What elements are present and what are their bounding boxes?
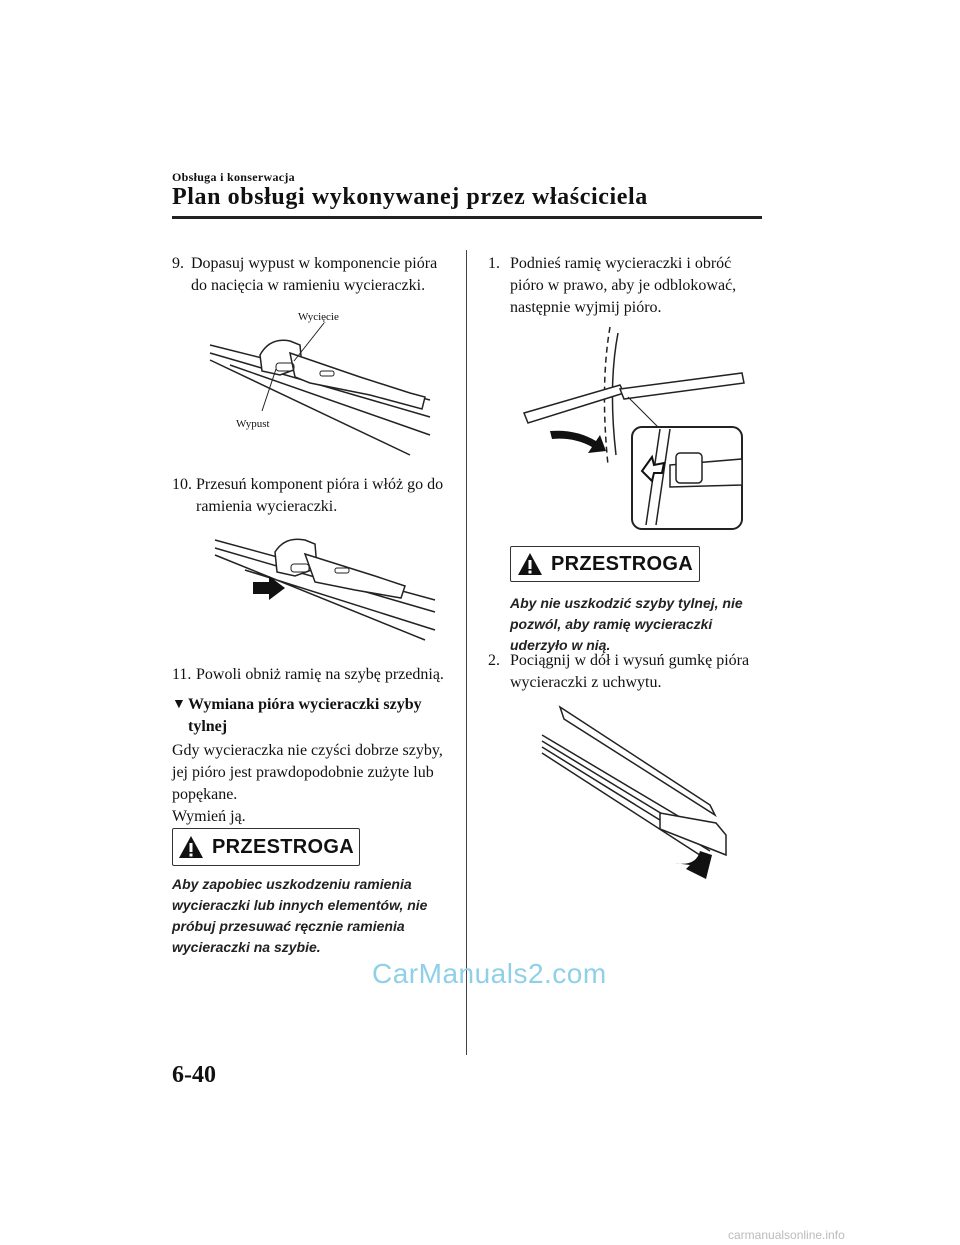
step-number: 1. <box>488 255 500 272</box>
step-text: Przesuń komponent pióra i włóż go do ramienia wycieraczki. <box>196 476 444 515</box>
rubber-removal-illustration <box>540 705 745 895</box>
step-text: Dopasuj wypust w komponencie pióra do nacięcia w ramieniu wycieraczki. <box>191 255 438 294</box>
body-paragraph-2: Wymień ją. <box>172 808 246 825</box>
watermark: CarManuals2.com <box>372 958 607 989</box>
label-tab: Wypust <box>236 418 270 430</box>
wiper-insert-illustration <box>205 530 445 660</box>
step-1 <box>488 253 758 319</box>
step-10 <box>172 474 447 518</box>
caution-label: PRZESTROGA <box>212 835 354 858</box>
step-text: Podnieś ramię wycieraczki i obróć pióro w prawo, aby je odblokować, następnie wyjmij pióro. <box>510 255 737 316</box>
site-watermark: carmanualsonline.info <box>728 1228 845 1242</box>
step-2 <box>488 650 763 694</box>
step-11 <box>172 664 447 686</box>
step-number: 10. <box>172 476 192 493</box>
figure-rear-wiper-unlock <box>520 325 750 533</box>
heading-text: Wymiana pióra wycieraczki szyby tylnej <box>188 696 422 735</box>
step-text: Pociągnij w dół i wysuń gumkę pióra wycieraczki z uchwytu. <box>510 652 750 691</box>
subsection-heading <box>172 694 442 738</box>
caution-label-box-right <box>510 546 700 582</box>
caution-text-right: Aby nie uszkodzić szyby tylnej, nie pozwól, aby ramię wycieraczki uderzyło w nią. <box>510 595 743 653</box>
step-number: 11. <box>172 666 192 683</box>
step-text: Powoli obniż ramię na szybę przednią. <box>196 666 444 683</box>
step-number: 2. <box>488 652 500 669</box>
figure-rubber-removal <box>540 705 745 895</box>
warning-icon <box>517 552 543 576</box>
caution-text: Aby zapobiec uszkodzeniu ramienia wycieraczki lub innych elementów, nie próbuj przesuwać ręcznie ramienia wycieraczki na szybie. <box>172 876 428 955</box>
step-9 <box>172 253 442 297</box>
caution-label: PRZESTROGA <box>551 552 693 575</box>
figure-blade-insert <box>205 530 445 660</box>
page-number: 6-40 <box>172 1062 216 1088</box>
column-divider <box>466 250 467 1055</box>
step-number: 9. <box>172 255 184 272</box>
caution-label-box <box>172 828 360 866</box>
warning-icon <box>178 835 204 859</box>
wiper-notch-illustration <box>200 305 440 465</box>
rear-wiper-unlock-illustration <box>520 325 750 533</box>
section-label: Obsługa i konserwacja <box>172 170 295 184</box>
header-rule <box>172 216 762 219</box>
label-notch: Wycięcie <box>298 311 339 323</box>
triangle-marker-icon: ▼ <box>172 697 186 712</box>
figure-blade-notch <box>200 305 440 465</box>
page-title: Plan obsługi wykonywanej przez właściciela <box>172 184 648 210</box>
body-paragraph: Gdy wycieraczka nie czyści dobrze szyby, jej pióro jest prawdopodobnie zużyte lub popękane. <box>172 742 443 803</box>
